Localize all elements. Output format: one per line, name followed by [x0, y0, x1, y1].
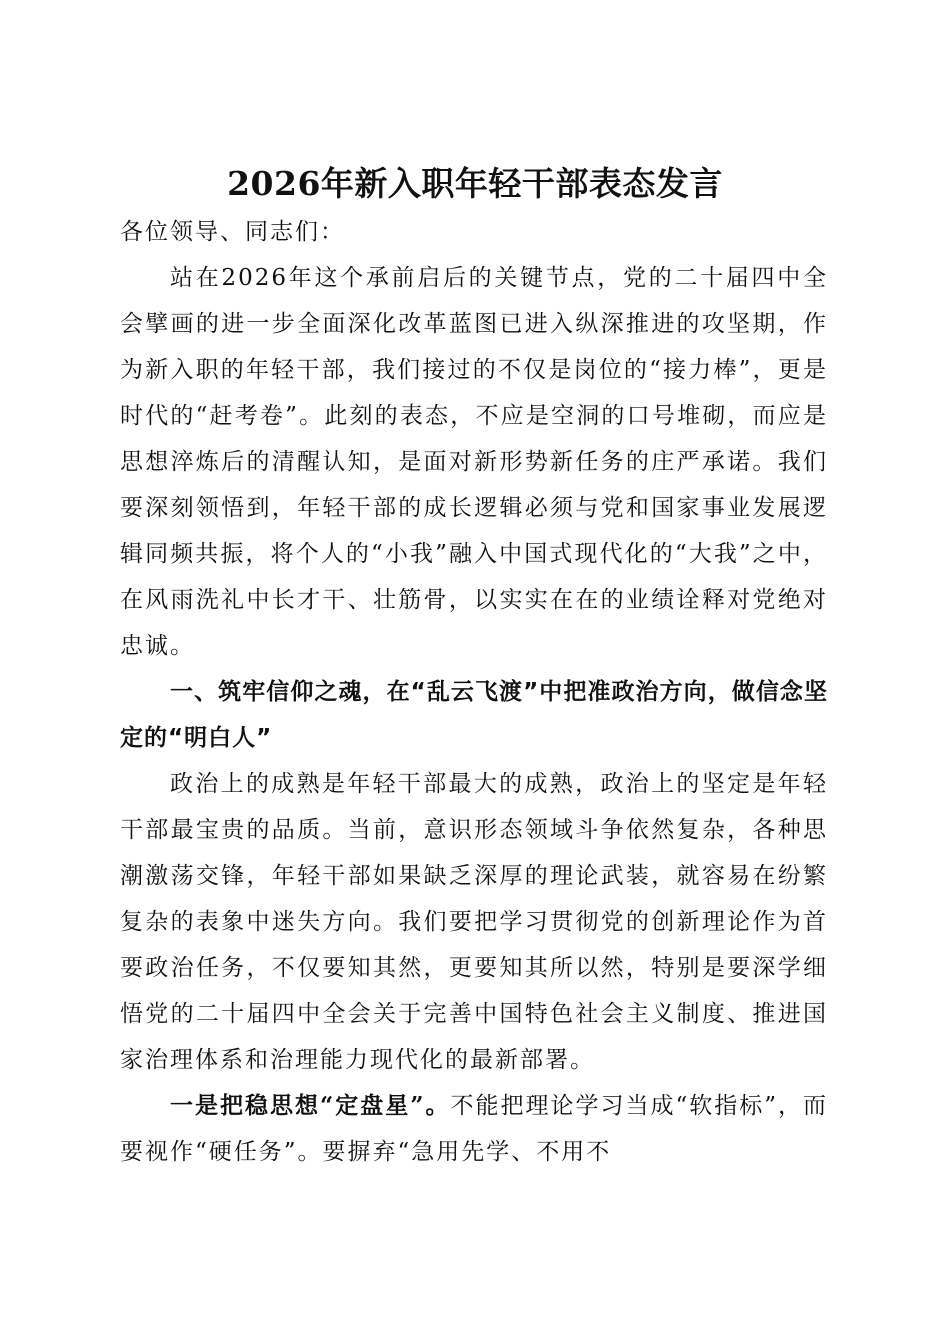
document-title: 2026年新入职年轻干部表态发言	[227, 164, 723, 204]
point-one-paragraph	[120, 1083, 828, 1175]
intro-paragraph: 站在2026年这个承前启后的关键节点，党的二十届四中全会擘画的进一步全面深化改革蓝图已进入纵深推进的攻坚期，作为新入职的年轻干部，我们接过的不仅是岗位的“接力棒”，更是时代的“赶考卷”。此刻的表态，不应是空洞的口号堆砌，而应是思想淬炼后的清醒认知，是面对新形势新任务的庄严承诺。我们要深刻领悟到，年轻干部的成长逻辑必须与党和国家事业发展逻辑同频共振，将个人的“小我”融入中国式现代化的“大我”之中，在风雨洗礼中长才干、壮筋骨，以实实在在的业绩诠释对党绝对忠诚。	[120, 265, 828, 659]
salutation: 各位领导、同志们：	[120, 219, 345, 245]
section-one-heading: 一、筑牢信仰之魂，在“乱云飞渡”中把准政治方向，做信念坚定的“明白人”	[120, 679, 828, 751]
section-one-paragraph: 政治上的成熟是年轻干部最大的成熟，政治上的坚定是年轻干部最宝贵的品质。当前，意识形态领域斗争依然复杂，各种思潮激荡交锋，年轻干部如果缺乏深厚的理论武装，就容易在纷繁复杂的表象中迷失方向。我们要把学习贯彻党的创新理论作为首要政治任务，不仅要知其然，更要知其所以然，特别是要深学细悟党的二十届四中全会关于完善中国特色社会主义制度、推进国家治理体系和治理能力现代化的最新部署。	[120, 771, 828, 1073]
point-one-lead: 一是把稳思想“定盘星”。	[170, 1092, 451, 1119]
document-body	[120, 209, 828, 1175]
point-one-text: 不能把理论学习当成“软指标”，而要视作“硬任务”。要摒弃“急用先学、不用不	[120, 1093, 828, 1165]
